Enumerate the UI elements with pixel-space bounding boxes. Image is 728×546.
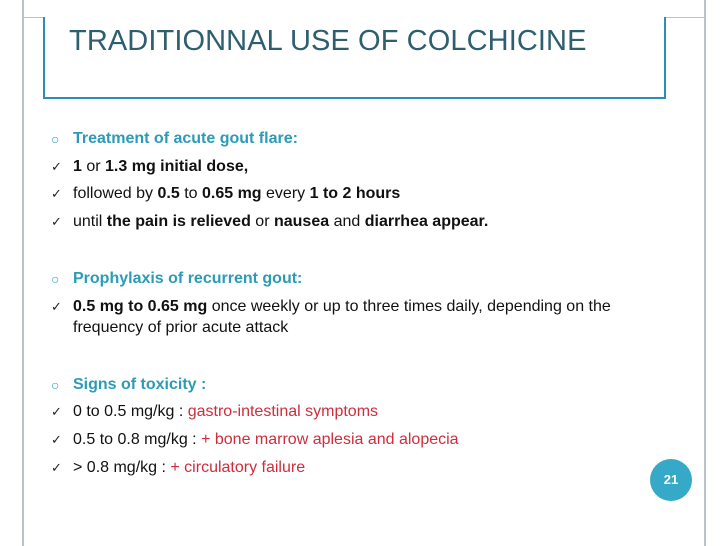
check-bullet-icon: ✓ — [51, 460, 62, 475]
ring-bullet-icon: ○ — [51, 377, 60, 393]
acute-line-1: 1 or 1.3 mg initial dose, — [73, 158, 249, 175]
prophylaxis-line-1: 0.5 mg to 0.65 mg once weekly or up to three times daily, depending on the — [73, 298, 611, 315]
ring-bullet-icon: ○ — [51, 131, 60, 147]
page-number-badge: 21 — [650, 459, 692, 501]
prophylaxis-heading: Prophylaxis of recurrent gout: — [73, 270, 303, 287]
frame-line-right — [704, 0, 706, 546]
acute-line-3: until the pain is relieved or nausea and diarrhea appear. — [73, 213, 489, 230]
frame-line-left — [22, 0, 24, 546]
acute-line-2: followed by 0.5 to 0.65 mg every 1 to 2 hours — [73, 185, 401, 202]
check-bullet-icon: ✓ — [51, 214, 62, 229]
prophylaxis-line-1-cont: frequency of prior acute attack — [73, 319, 289, 336]
toxicity-line-2: 0.5 to 0.8 mg/kg : + bone marrow aplesia and alopecia — [73, 431, 459, 448]
check-bullet-icon: ✓ — [51, 186, 62, 201]
check-bullet-icon: ✓ — [51, 299, 62, 314]
acute-heading: Treatment of acute gout flare: — [73, 130, 298, 147]
check-bullet-icon: ✓ — [51, 432, 62, 447]
toxicity-heading: Signs of toxicity : — [73, 376, 207, 393]
toxicity-line-1: 0 to 0.5 mg/kg : gastro-intestinal symptoms — [73, 403, 379, 420]
ring-bullet-icon: ○ — [51, 271, 60, 287]
toxicity-line-3: > 0.8 mg/kg : + circulatory failure — [73, 459, 306, 476]
check-bullet-icon: ✓ — [51, 159, 62, 174]
check-bullet-icon: ✓ — [51, 404, 62, 419]
slide-title: TRADITIONNAL USE OF COLCHICINE — [69, 25, 587, 57]
